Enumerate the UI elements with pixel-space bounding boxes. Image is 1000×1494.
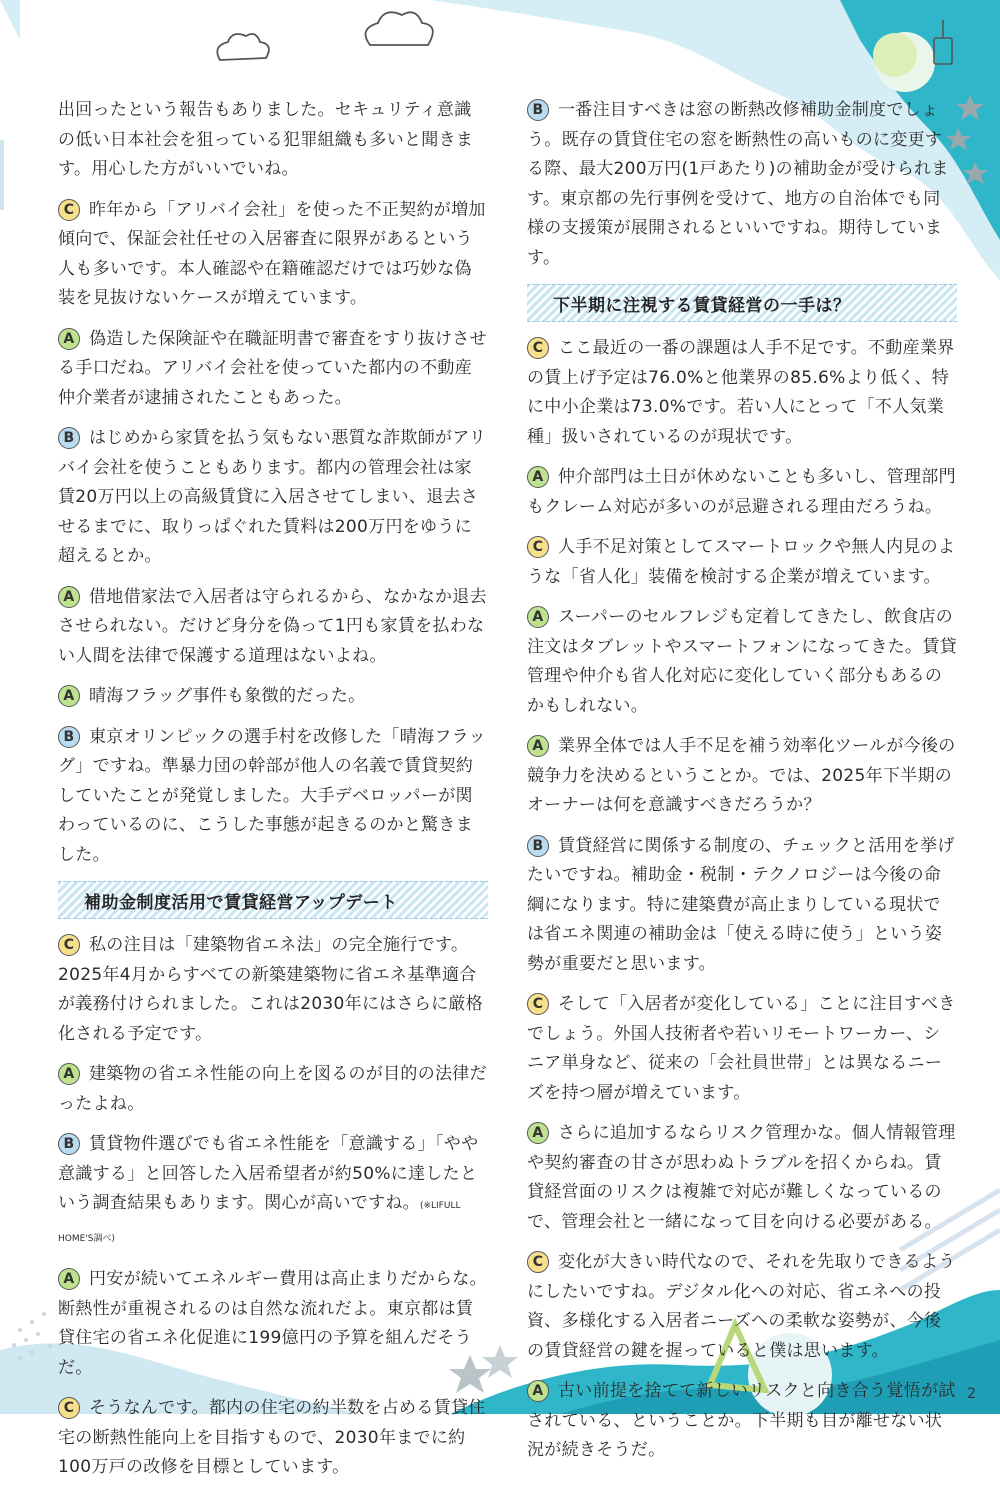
dialogue-line [527, 832, 957, 980]
section-heading [58, 881, 488, 919]
dialogue-text: ここ最近の一番の課題は人手不足です。不動産業界の賃上げ予定は76.0%と他業界の85.6%より低く、特に中小企業は73.0%です。若い人にとって「不人気業種」扱いされているのが現状です。 [527, 338, 955, 447]
dialogue-line [58, 1265, 488, 1383]
speaker-badge: C [58, 199, 80, 221]
dialogue-line [527, 96, 957, 273]
dialogue-text: そうなんです。都内の住宅の約半数を占める賃貸住宅の断熱性能向上を目指すもので、2030年までに約100万戸の改修を目標としています。 [58, 1398, 486, 1477]
dialogue-line [58, 96, 488, 185]
dialogue-line [58, 424, 488, 572]
dialogue-text: 建築物の省エネ性能の向上を図るのが目的の法律だったよね。 [58, 1064, 487, 1114]
dialogue-text: 賃貸経営に関係する制度の、チェックと活用を挙げたいですね。補助金・税制・テクノロジーは今後の命綱になります。特に建築費が高止まりしている現状では省エネ関連の補助金は「使える時に使う」という姿勢が重要だと思います。 [527, 835, 955, 974]
dialogue-text: 私の注目は「建築物省エネ法」の完全施行です。2025年4月からすべての新築建築物に省エネ基準適合が義務付けられました。これは2030年にはさらに厳格化される予定です。 [58, 935, 484, 1044]
dialogue-line [58, 1394, 488, 1483]
dialogue-line [527, 732, 957, 821]
dialogue-text: 円安が続いてエネルギー費用は高止まりだからな。断熱性が重視されるのは自然な流れだよ。東京都は賃貸住宅の省エネ化促進に199億円の予算を組んだそうだ。 [58, 1269, 487, 1378]
dialogue-line [527, 533, 957, 592]
dialogue-line [527, 334, 957, 452]
dialogue-line [58, 1060, 488, 1119]
left-column [58, 96, 488, 1494]
speaker-badge: A [527, 606, 549, 628]
speaker-badge: A [58, 1268, 80, 1290]
dialogue-text: さらに追加するならリスク管理かな。個人情報管理や契約審査の甘さが思わぬトラブルを招くからね。賃貸経営面のリスクは複雑で対応が難しくなっているので、管理会社と一緒になって目を向ける必要がある。 [527, 1123, 956, 1232]
section-heading-text: 下半期に注視する賃貸経営の一手は？ [553, 296, 851, 316]
dialogue-line [58, 325, 488, 414]
dialogue-text: 仲介部門は土日が休めないことも多いし、管理部門もクレーム対応が多いのが忌避される理由だろうね。 [527, 467, 956, 517]
speaker-badge: A [527, 1380, 549, 1402]
section-heading [527, 284, 957, 322]
speaker-badge: B [58, 1133, 80, 1155]
dialogue-line [58, 682, 488, 712]
speaker-badge: C [527, 1251, 549, 1273]
speaker-badge: B [527, 99, 549, 121]
dialogue-text: 出回ったという報告もありました。セキュリティ意識の低い日本社会を狙っている犯罪組織も多いと聞きます。用心した方がいいでいね。 [58, 100, 474, 179]
speaker-badge: A [58, 685, 80, 707]
dialogue-line [527, 1377, 957, 1466]
speaker-badge: A [58, 1063, 80, 1085]
dialogue-text: 昨年から「アリバイ会社」を使った不正契約が増加傾向で、保証会社任せの入居審査に限界があるという人も多いです。本人確認や在籍確認だけでは巧妙な偽装を見抜けないケースが増えています。 [58, 199, 486, 308]
dialogue-text: 業界全体では人手不足を補う効率化ツールが今後の競争力を決めるということか。では、2025年下半期のオーナーは何を意識すべきだろうか？ [527, 736, 956, 815]
speaker-badge: C [527, 993, 549, 1015]
dialogue-line [527, 990, 957, 1108]
speaker-badge: A [527, 466, 549, 488]
dialogue-line [58, 1130, 488, 1254]
dialogue-text: 借地借家法で入居者は守られるから、なかなか退去させられない。だけど身分を偽って1円も家賃を払わない人間を法律で保護する道理はないよね。 [58, 586, 487, 666]
speaker-badge: C [527, 536, 549, 558]
dialogue-text: 古い前提を捨てて新しいリスクと向き合う覚悟が試されている、ということか。下半期も目が離せない状況が続きそうだ。 [527, 1381, 956, 1460]
speaker-badge: B [527, 835, 549, 857]
dialogue-line [58, 196, 488, 314]
source-note: (※LIFULL HOME'S調べ) [58, 1201, 461, 1244]
dialogue-line [527, 1248, 957, 1366]
dialogue-text: 変化が大きい時代なので、それを先取りできるようにしたいですね。デジタル化への対応、省エネへの投資、多様化する入居者ニーズへの柔軟な姿勢が、今後の賃貸経営の鍵を握っていると僕は思います。 [527, 1252, 956, 1361]
dialogue-text: 晴海フラッグ事件も象徴的だった。 [89, 686, 366, 706]
dialogue-line [58, 931, 488, 1049]
speaker-badge: A [58, 586, 80, 608]
speaker-badge: B [58, 427, 80, 449]
dialogue-text: 賃貸物件選びでも省エネ性能を「意識する」「やや意識する」と回答した入居希望者が約50%に達したという調査結果もあります。関心が高いですね。 [58, 1134, 479, 1213]
dialogue-text: 人手不足対策としてスマートロックや無人内見のような「省人化」装備を検討する企業が増えています。 [527, 537, 956, 587]
speaker-badge: C [58, 934, 80, 956]
page-number: 2 [967, 1386, 976, 1402]
right-column [527, 96, 957, 1477]
dialogue-text: そして「入居者が変化している」ことに注目すべきでしょう。外国人技術者や若いリモートワーカー、シニア単身など、従来の「会社員世帯」とは異なるニーズを持つ層が増えています。 [527, 994, 956, 1103]
speaker-badge: A [527, 1122, 549, 1144]
dialogue-line [58, 583, 488, 672]
dialogue-line [58, 723, 488, 871]
dialogue-text: スーパーのセルフレジも定着してきたし、飲食店の注文はタブレットやスマートフォンになってきた。賃貸管理や仲介も省人化対応に変化していく部分もあるのかもしれない。 [527, 607, 957, 716]
dialogue-line [527, 603, 957, 721]
speaker-badge: B [58, 726, 80, 748]
speaker-badge: C [527, 337, 549, 359]
speaker-badge: A [527, 735, 549, 757]
dialogue-text: 東京オリンピックの選手村を改修した「晴海フラッグ」ですね。準暴力団の幹部が他人の名義で賃貸契約していたことが発覚しました。大手デベロッパーが関わっているのに、こうした事態が起きるのかと驚きました。 [58, 726, 486, 865]
dialogue-text: 偽造した保険証や在職証明書で審査をすり抜けさせる手口だね。アリバイ会社を使っていた都内の不動産仲介業者が逮捕されたこともあった。 [58, 328, 487, 408]
dialogue-text: はじめから家賃を払う気もない悪質な詐欺師がアリバイ会社を使うこともあります。都内の管理会社は家賃20万円以上の高級賃貸に入居させてしまい、退去させるまでに、取りっぱぐれた賃料は200万円をゆうに超えるとか。 [58, 428, 487, 566]
dialogue-line [527, 1119, 957, 1237]
dialogue-text: 一番注目すべきは窓の断熱改修補助金制度でしょう。既存の賃貸住宅の窓を断熱性の高いものに変更する際、最大200万円(1戸あたり)の補助金が受けられます。東京都の先行事例を受けて、地方の自治体でも同様の支援策が展開されるといいですね。期待しています。 [527, 100, 949, 268]
dialogue-line [527, 463, 957, 522]
section-heading-text: 補助金制度活用で賃貸経営アップデート [84, 893, 398, 913]
speaker-badge: A [58, 328, 80, 350]
speaker-badge: C [58, 1397, 80, 1419]
